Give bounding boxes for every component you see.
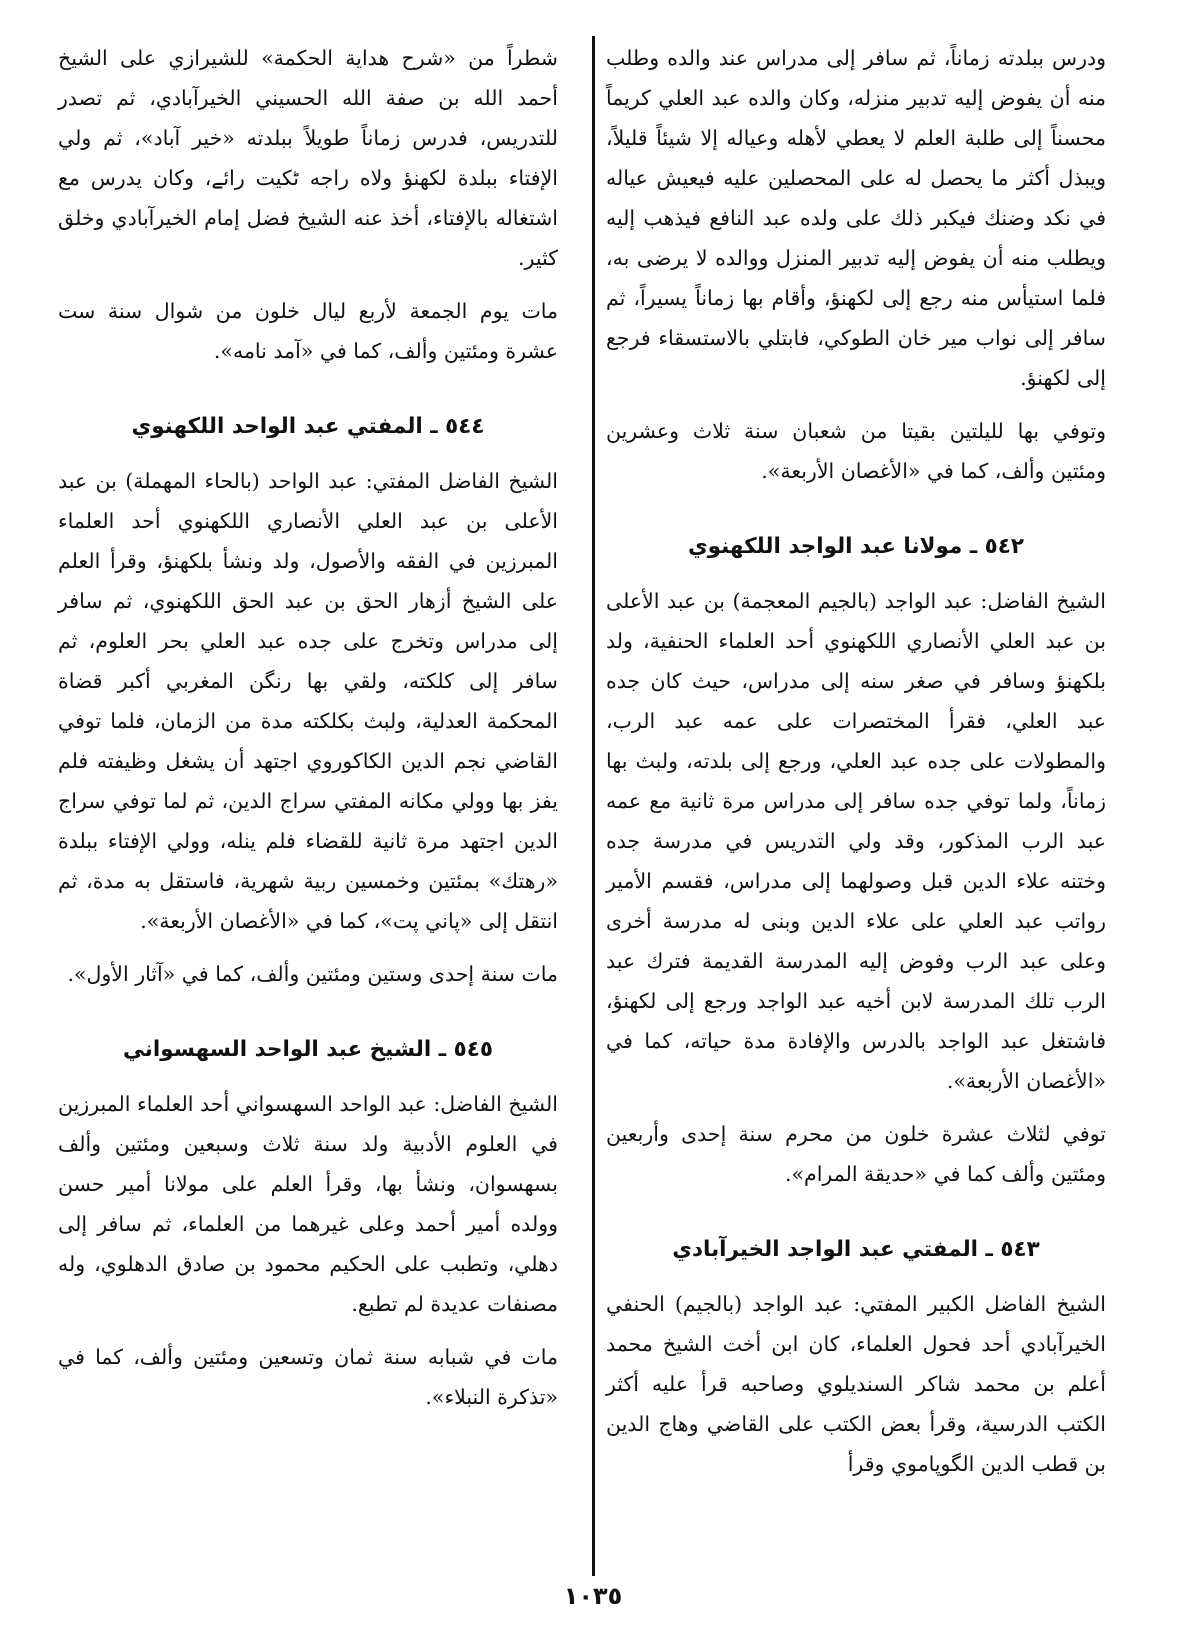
entry-heading: ٥٤٣ ـ المفتي عبد الواجد الخيرآبادي <box>672 1237 1040 1262</box>
paragraph: الشيخ الفاضل المفتي: عبد الواحد (بالحاء المهملة) بن عبد الأعلى بن عبد العلي الأنصاري اللكهنوي أحد العلماء المبرزين في الفقه والأصول، ولد ونشأ بلكهنؤ، وقرأ العلم على الشيخ أزهار الحق بن عبد الحق اللكهنوي، ثم سافر إلى مدراس وتخرج على جده عبد العلي بحر العلوم، ثم سافر إلى كلكته، ولقي بها رنگن المغربي أكبر قضاة المحكمة العدلية، ولبث بكلكته مدة من الزمان، فلما توفي القاضي نجم الدين الكاكوروي اجتهد أن يشغل وظيفته فلم يفز بها وولي مكانه المفتي سراج الدين، ثم لما توفي سراج الدين اجتهد مرة ثانية للقضاء فلم ينله، وولي الإفتاء ببلدة «رهتك» بمئتين وخمسين ربية شهرية، فاستقل به مدة، ثم انتقل إلى «پاني پت»، كما في «الأغصان الأربعة». <box>58 469 558 933</box>
paragraph: توفي لثلاث عشرة خلون من محرم سنة إحدى وأربعين ومئتين وألف كما في «حديقة المرام». <box>606 1122 1106 1186</box>
paragraph: ودرس ببلدته زماناً، ثم سافر إلى مدراس عند والده وطلب منه أن يفوض إليه تدبير منزله، وكان والده عبد العلي كريماً محسناً إلى طلبة العلم لا يعطي لأهله وعياله إلا شيئاً قليلاً، ويبذل أكثر ما يحصل له على المحصلين عليه فيعيش عياله في نكد وضنك فيكبر ذلك على ولده عبد النافع فيذهب إليه ويطلب منه أن يفوض إليه تدبير المنزل ووالده لا يرضى به، فلما استيأس منه رجع إلى لكهنؤ، وأقام بها زماناً يسيراً، ثم سافر إلى نواب مير خان الطوكي، فابتلي بالاستسقاء فرجع إلى لكهنؤ. <box>606 46 1106 390</box>
entry-heading: ٥٤٤ ـ المفتي عبد الواحد اللكهنوي <box>131 414 485 439</box>
paragraph: الشيخ الفاضل الكبير المفتي: عبد الواجد (بالجيم) الحنفي الخيرآبادي أحد فحول العلماء، كان ابن أخت الشيخ محمد أعلم بن محمد شاكر السنديلوي وصاحبه قرأ عليه أكثر الكتب الدرسية، وقرأ بعض الكتب على القاضي وهاج الدين بن قطب الدين الگوپاموي وقرأ <box>606 1292 1106 1476</box>
paragraph: الشيخ الفاضل: عبد الواجد (بالجيم المعجمة) بن عبد الأعلى بن عبد العلي الأنصاري اللكهنوي أحد العلماء الحنفية، ولد بلكهنؤ وسافر في صغر سنه إلى مدراس، حيث كان جده عبد العلي، فقرأ المختصرات على عمه عبد الرب، والمطولات على جده عبد العلي، ورجع إلى بلدته، ولبث بها زماناً، ولما توفي جده سافر إلى مدراس مرة ثانية مع عمه عبد الرب المذكور، وقد ولي التدريس في مدرسة جده وختنه علاء الدين قبل وصولهما إلى مدراس، فقسم الأمير رواتب عبد العلي على علاء الدين وبنى له مدرسة أخرى وعلى عبد الرب وفوض إليه المدرسة القديمة فترك عبد الرب تلك المدرسة لابن أخيه عبد الواجد ورجع إلى لكهنؤ، فاشتغل عبد الواجد بالدرس والإفادة مدة حياته، كما في «الأغصان الأربعة». <box>606 589 1106 1093</box>
right-column <box>606 38 1106 1497</box>
paragraph: شطراً من «شرح هداية الحكمة» للشيرازي على الشيخ أحمد الله بن صفة الله الحسيني الخيرآبادي، ثم تصدر للتدريس، فدرس زماناً طويلاً ببلدته «خير آباد»، ثم ولي الإفتاء ببلدة لكهنؤ ولاه راجه ٹکیت رائے، وكان يدرس مع اشتغاله بالإفتاء، أخذ عنه الشيخ فضل إمام الخيرآبادي وخلق كثير. <box>58 46 558 270</box>
paragraph: مات يوم الجمعة لأربع ليال خلون من شوال سنة ست عشرة ومئتين وألف، كما في «آمد نامه». <box>58 299 558 363</box>
paragraph: الشيخ الفاضل: عبد الواحد السهسواني أحد العلماء المبرزين في العلوم الأدبية ولد سنة ثلاث وسبعين ومئتين وألف بسهسوان، ونشأ بها، وقرأ العلم على مولانا أمير حسن وولده أمير أحمد وعلى غيرهما من العلماء، ثم سافر إلى دهلي، وتطبب على الحكيم محمود بن صادق الدهلوي، وله مصنفات عديدة لم تطبع. <box>58 1092 558 1316</box>
entry-heading: ٥٤٥ ـ الشيخ عبد الواحد السهسواني <box>123 1037 493 1062</box>
left-column <box>58 38 558 1430</box>
page-number: ١٠٣٥ <box>563 1582 623 1610</box>
paragraph: مات في شبابه سنة ثمان وتسعين ومئتين وألف، كما في «تذكرة النبلاء». <box>58 1345 558 1409</box>
paragraph: مات سنة إحدى وستين ومئتين وألف، كما في «آثار الأول». <box>67 962 558 986</box>
column-divider <box>592 36 595 1576</box>
paragraph: وتوفي بها لليلتين بقيتا من شعبان سنة ثلاث وعشرين ومئتين وألف، كما في «الأغصان الأربعة». <box>606 419 1106 483</box>
entry-heading: ٥٤٢ ـ مولانا عبد الواجد اللكهنوي <box>687 534 1025 559</box>
